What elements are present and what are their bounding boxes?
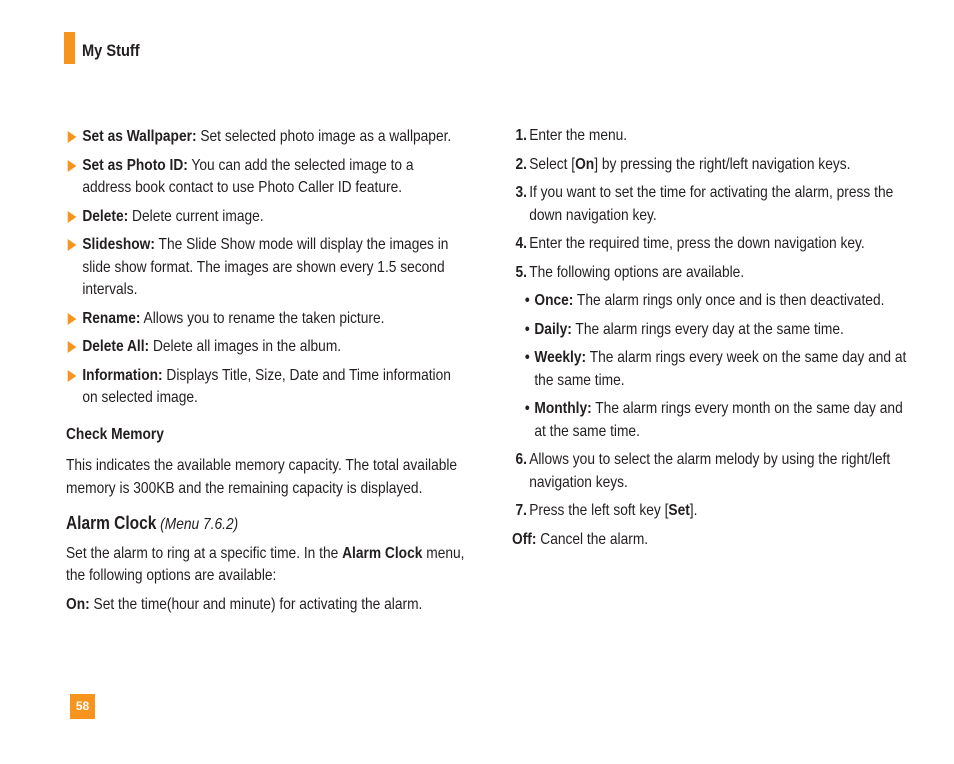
- item-text: Allows you to rename the taken picture.: [140, 309, 385, 327]
- item-text: Delete current image.: [128, 207, 264, 225]
- step-number: 7.: [515, 502, 527, 519]
- step-item: 2. Select [On] by pressing the right/left navigation keys.: [512, 154, 911, 177]
- item-text: The Slide Show mode will display the images in slide show format. The images are shown every 1.5 second intervals.: [82, 236, 449, 298]
- item-text: Delete all images in the album.: [149, 338, 342, 355]
- step-item: 1. Enter the menu.: [512, 125, 911, 148]
- check-memory-heading: Check Memory: [66, 425, 164, 443]
- alarm-intro: Set the alarm to ring at a specific time. In the Alarm Clock menu, the following options are available:: [66, 544, 465, 584]
- item-term: Delete:: [82, 207, 129, 225]
- option-item: • Once: The alarm rings only once and is then deactivated.: [512, 290, 911, 313]
- item-term: Set as Wallpaper:: [82, 128, 197, 145]
- step-item: 5. The following options are available.: [512, 262, 911, 285]
- alarm-clock-title: Alarm Clock: [66, 513, 157, 533]
- item-text: Displays Title, Size, Date and Time information on selected image.: [82, 366, 451, 406]
- list-item: [66, 126, 465, 149]
- item-term: Set as Photo ID:: [82, 156, 188, 174]
- step-item: 7. Press the left soft key [Set].: [512, 500, 911, 523]
- arrow-bullet-icon: [68, 131, 77, 143]
- step-number: 3.: [515, 184, 527, 201]
- item-term: Slideshow:: [82, 236, 155, 253]
- option-item: • Weekly: The alarm rings every week on the same day and at the same time.: [524, 349, 907, 389]
- right-column: [512, 125, 912, 557]
- left-column: [66, 126, 466, 622]
- step-item: 3. If you want to set the time for activating the alarm, press the down navigation key.: [515, 184, 894, 224]
- list-item: [66, 155, 465, 200]
- item-text: Set selected photo image as a wallpaper.: [196, 128, 452, 145]
- alarm-clock-heading: [66, 512, 465, 537]
- list-item: [66, 365, 465, 410]
- option-item: • Daily: The alarm rings every day at the same time.: [512, 319, 911, 342]
- arrow-bullet-icon: [68, 341, 77, 353]
- header-accent-bar: [64, 32, 75, 64]
- arrow-bullet-icon: [68, 211, 77, 223]
- option-item: • Monthly: The alarm rings every month on the same day and at the same time.: [524, 400, 903, 440]
- arrow-bullet-icon: [68, 160, 77, 172]
- bullet-dot-icon: •: [524, 292, 530, 309]
- arrow-bullet-icon: [68, 313, 77, 325]
- step-number: 6.: [515, 451, 527, 468]
- item-term: Delete All:: [82, 338, 150, 355]
- alarm-clock-menu: (Menu 7.6.2): [160, 516, 239, 533]
- bullet-dot-icon: •: [524, 349, 530, 366]
- step-number: 2.: [515, 155, 527, 173]
- step-number: 1.: [515, 127, 527, 144]
- alarm-on-text: On: Set the time(hour and minute) for activating the alarm.: [66, 595, 423, 613]
- bullet-dot-icon: •: [524, 400, 530, 417]
- arrow-bullet-icon: [68, 370, 77, 382]
- list-item: [66, 308, 465, 331]
- step-number: 4.: [515, 235, 527, 252]
- step-item: 4. Enter the required time, press the down navigation key.: [512, 233, 911, 256]
- bullet-dot-icon: •: [524, 320, 530, 338]
- section-title: My Stuff: [82, 41, 140, 60]
- page-number-badge: 58: [70, 694, 95, 719]
- step-item: 6. Allows you to select the alarm melody by using the right/left navigation keys.: [515, 451, 891, 491]
- arrow-bullet-icon: [68, 239, 77, 251]
- item-term: Rename:: [82, 309, 141, 327]
- alarm-off-text: Off: Cancel the alarm.: [512, 530, 649, 548]
- step-number: 5.: [515, 263, 527, 281]
- list-item: [66, 206, 465, 229]
- item-term: Information:: [82, 366, 163, 384]
- list-item: [66, 336, 465, 359]
- check-memory-text: This indicates the available memory capacity. The total available memory is 300KB and the remaining capacity is displayed.: [66, 457, 458, 497]
- list-item: [66, 234, 465, 302]
- item-text: You can add the selected image to a address book contact to use Photo Caller ID feature.: [82, 156, 414, 196]
